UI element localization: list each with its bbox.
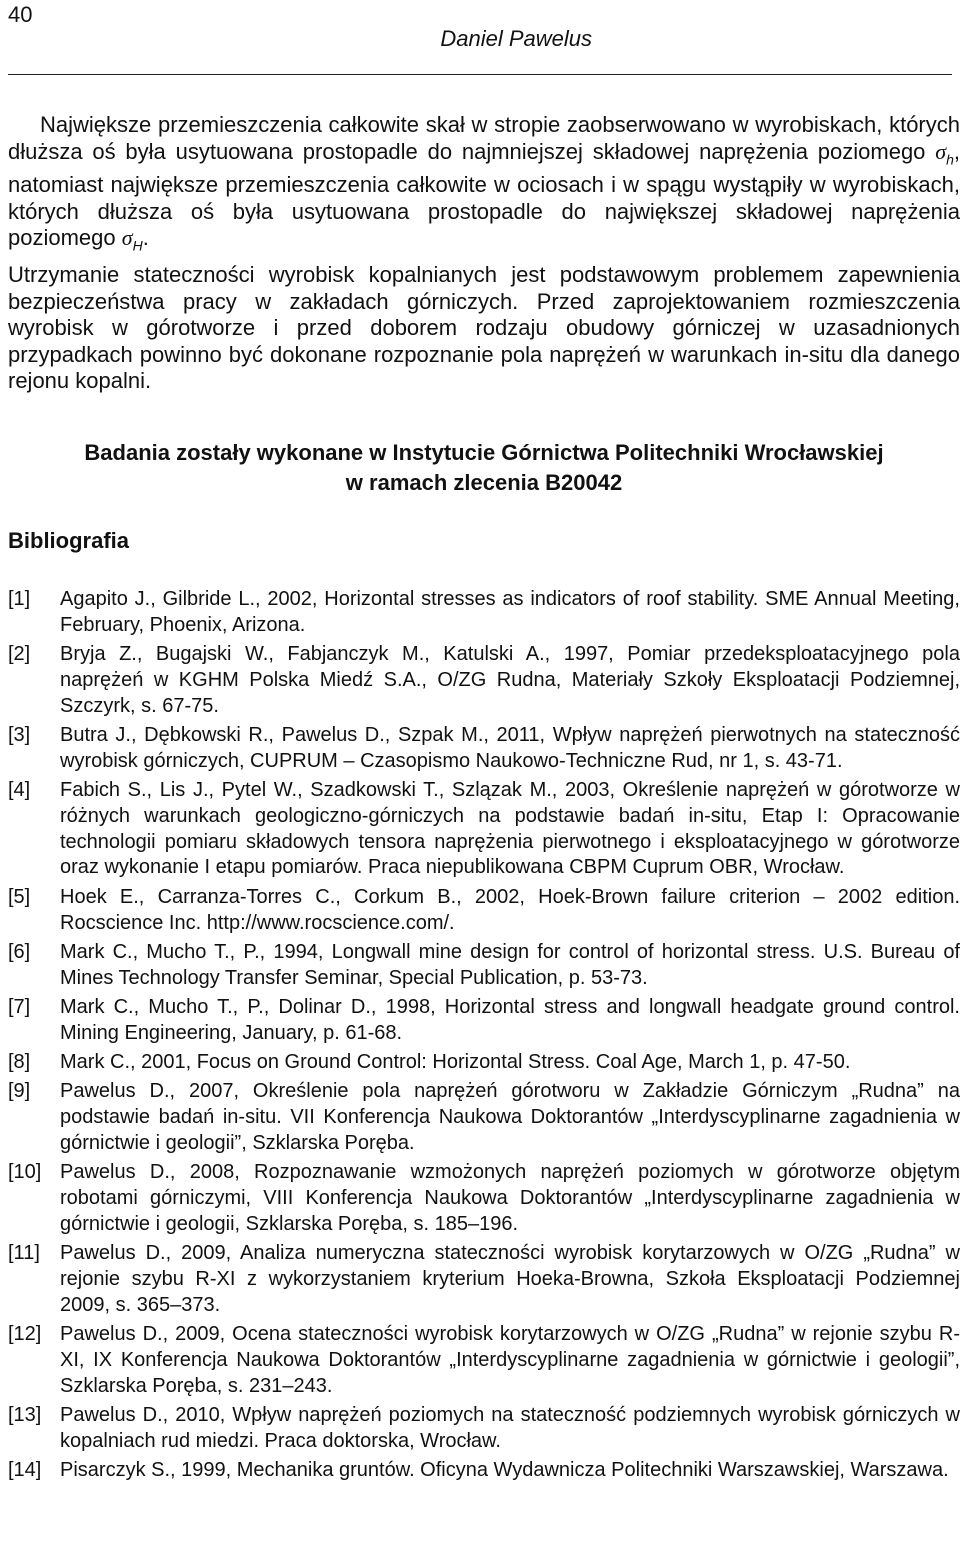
paragraph-text: .	[142, 225, 149, 251]
reference-number: [12]	[8, 1323, 42, 1346]
reference-number: [9]	[8, 1080, 31, 1103]
reference-text: Hoek E., Carranza-Torres C., Corkum B., 2002, Hoek-Brown failure criterion – 2002 edition. Rocscience Inc. http://www.rocscience.com/.	[60, 885, 960, 934]
reference-item	[8, 642, 960, 719]
running-head: Daniel Pawelus	[440, 26, 592, 51]
reference-text: Pisarczyk S., 1999, Mechanika gruntów. Oficyna Wydawnicza Politechniki Warszawskiej, Warszawa.	[60, 1459, 949, 1481]
reference-number: [8]	[8, 1051, 31, 1074]
reference-item	[8, 1322, 960, 1399]
reference-text: Mark C., Mucho T., P., Dolinar D., 1998, Horizontal stress and longwall headgate ground control. Mining Engineering, January, p. 61-68.	[60, 995, 960, 1044]
reference-number: [1]	[8, 588, 31, 610]
reference-text: Mark C., 2001, Focus on Ground Control: Horizontal Stress. Coal Age, March 1, p. 47-50.	[60, 1051, 851, 1074]
reference-text: Pawelus D., 2009, Ocena stateczności wyrobisk korytarzowych w O/ZG „Rudna” w rejonie szybu R-XI, IX Konferencja Naukowa Doktorantów „Interdyscyplinarne zagadnienia w górnictwie i geologii”, Szklarska Poręba, s. 231–243.	[60, 1323, 960, 1397]
reference-item	[8, 1160, 960, 1237]
reference-number: [10]	[8, 1161, 42, 1184]
reference-text: Pawelus D., 2008, Rozpoznawanie wzmożonych naprężeń poziomych w górotworze objętym robotami górniczymi, VIII Konferencja Naukowa Doktorantów „Interdyscyplinarne zagadnienia w górnictwie i geologii, Szklarska Poręba, s. 185–196.	[60, 1161, 960, 1235]
header-rule	[8, 74, 952, 75]
reference-item	[8, 587, 960, 639]
paragraph-text: , natomiast największe przemieszczenia całkowite w ociosach i w spągu wystąpiły w wyrobiskach, których dłuższa oś była usytuowana prostopadle do największej składowej naprężenia poziomego	[8, 138, 960, 251]
reference-number: [2]	[8, 643, 31, 666]
sigma-h-symbol: $\sigma_h$	[935, 138, 954, 167]
reference-text: Mark C., Mucho T., P., 1994, Longwall mine design for control of horizontal stress. U.S. Bureau of Mines Technology Transfer Seminar, Special Publication, p. 53-73.	[60, 940, 960, 989]
reference-item	[8, 1079, 960, 1156]
reference-list	[8, 587, 960, 1487]
reference-text: Bryja Z., Bugajski W., Fabjanczyk M., Katulski A., 1997, Pomiar przedeksploatacyjnego pola naprężeń w KGHM Polska Miedź S.A., O/ZG Rudna, Materiały Szkoły Eksploatacji Podziemnej, Szczyrk, s. 67-75.	[60, 643, 960, 717]
page-number: 40	[8, 2, 33, 27]
reference-text: Fabich S., Lis J., Pytel W., Szadkowski T., Szlązak M., 2003, Określenie naprężeń w górotworze w różnych warunkach geologiczno-górniczych na podstawie badań in-situ, Etap I: Opracowanie technologii pomiaru składowych tensora naprężenia pierwotnego i eksploatacyjnego w górotworze oraz wykonanie I etapu pomiarów. Praca niepublikowana CBPM Cuprum OBR, Wrocław.	[60, 779, 960, 879]
reference-number: [13]	[8, 1403, 42, 1426]
reference-item	[8, 1241, 960, 1318]
reference-item	[8, 723, 960, 775]
reference-text: Agapito J., Gilbride L., 2002, Horizontal stresses as indicators of roof stability. SME Annual Meeting, February, Phoenix, Arizona.	[60, 588, 960, 636]
reference-item	[8, 940, 960, 992]
acknowledgement	[8, 438, 960, 498]
acknowledgement-line-2: w ramach zlecenia B20042	[345, 470, 623, 495]
reference-number: [14]	[8, 1459, 42, 1481]
sigma-H-symbol: $\sigma_H$	[121, 225, 143, 254]
reference-number: [6]	[8, 940, 31, 963]
reference-text: Butra J., Dębkowski R., Pawelus D., Szpak M., 2011, Wpływ naprężeń pierwotnych na stateczność wyrobisk górniczych, CUPRUM – Czasopismo Naukowo-Techniczne Rud, nr 1, s. 43-71.	[60, 723, 960, 772]
reference-number: [11]	[8, 1242, 40, 1265]
reference-text: Pawelus D., 2009, Analiza numeryczna stateczności wyrobisk korytarzowych w O/ZG „Rudna” w rejonie szybu R-XI z wykorzystaniem kryterium Hoeka-Browna, Szkoła Eksploatacji Podziemnej 2009, s. 365–373.	[60, 1242, 960, 1316]
reference-number: [3]	[8, 723, 31, 746]
reference-number: [7]	[8, 995, 31, 1018]
body-paragraph-2: Utrzymanie stateczności wyrobisk kopalnianych jest podstawowym problemem zapewnienia bezpieczeństwa pracy w zakładach górniczych. Przed zaprojektowaniem rozmieszczenia wyrobisk w górotworze i przed doborem rodzaju obudowy górniczej w uzasadnionych przypadkach powinno być dokonane rozpoznanie pola naprężeń w warunkach in-situ dla danego rejonu kopalni.	[8, 262, 960, 393]
reference-text: Pawelus D., 2010, Wpływ naprężeń poziomych na stateczność podziemnych wyrobisk górniczych w kopalniach rud miedzi. Praca doktorska, Wrocław.	[60, 1403, 960, 1452]
reference-text: Pawelus D., 2007, Określenie pola naprężeń górotworu w Zakładzie Górniczym „Rudna” na podstawie badań in-situ. VII Konferencja Naukowa Doktorantów „Interdyscyplinarne zagadnienia w górnictwie i geologii”, Szklarska Poręba.	[60, 1080, 960, 1154]
acknowledgement-line-1: Badania zostały wykonane w Instytucie Górnictwa Politechniki Wrocławskiej	[84, 440, 884, 465]
reference-number: [5]	[8, 885, 31, 908]
reference-number: [4]	[8, 779, 31, 802]
reference-item	[8, 885, 960, 937]
paragraph-text: Największe przemieszczenia całkowite skał w stropie zaobserwowano w wyrobiskach, których dłuższa oś była usytuowana prostopadle do najmniejszej składowej naprężenia poziomego	[8, 112, 960, 164]
bibliography-heading: Bibliografia	[8, 528, 130, 553]
reference-item	[8, 778, 960, 881]
reference-item	[8, 1050, 960, 1076]
reference-item	[8, 1458, 960, 1484]
body-paragraph-1	[8, 112, 960, 259]
reference-item	[8, 1403, 960, 1455]
reference-item	[8, 995, 960, 1047]
